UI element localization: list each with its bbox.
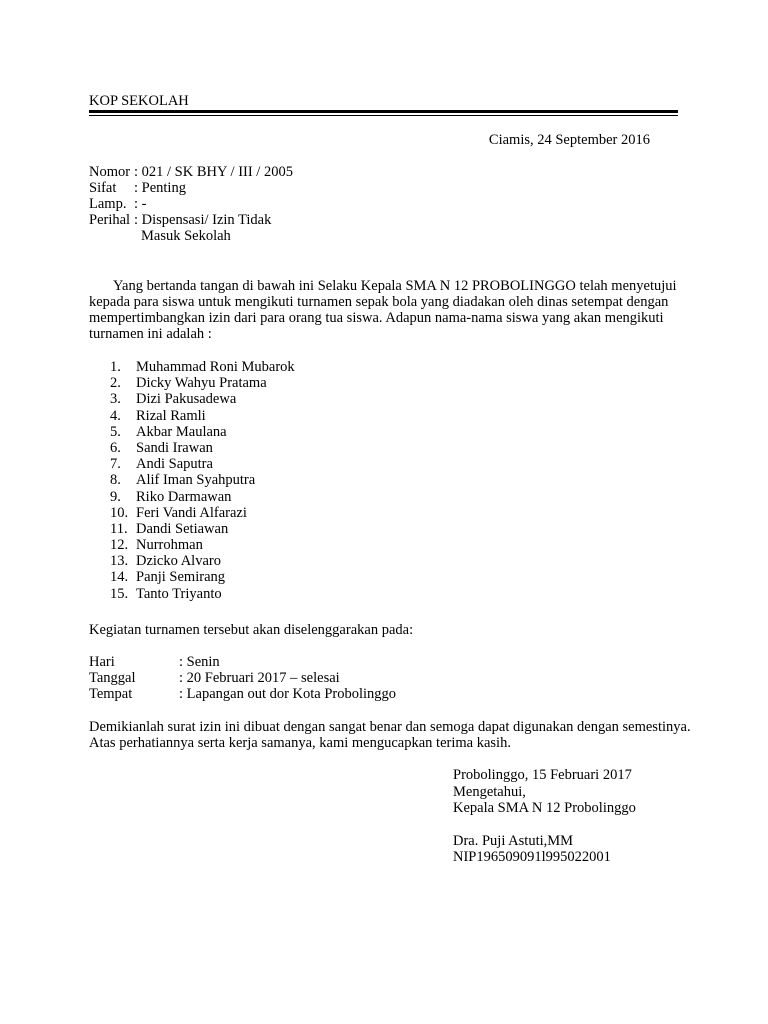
student-name: Dandi Setiawan (136, 520, 229, 537)
student-name: Feri Vandi Alfarazi (136, 504, 247, 521)
signature-spacer (453, 817, 636, 833)
body-paragraph (89, 278, 677, 342)
list-number: 6. (110, 439, 121, 456)
list-item (110, 521, 295, 537)
student-name: Muhammad Roni Mubarok (136, 359, 295, 375)
event-intro: Kegiatan turnamen tersebut akan diselenggarakan pada: (89, 622, 414, 638)
student-name: Tanto Triyanto (136, 585, 222, 602)
meta-key: Nomor (89, 164, 131, 180)
student-name: Rizal Ramli (136, 407, 206, 424)
letter-date: Ciamis, 24 September 2016 (488, 132, 650, 148)
list-item (110, 391, 295, 407)
meta-row (89, 180, 293, 196)
student-name: Dzicko Alvaro (136, 553, 221, 570)
list-number: 3. (110, 391, 121, 408)
meta-row (89, 212, 293, 228)
list-item (110, 505, 295, 521)
list-number: 15. (110, 585, 129, 602)
list-item (110, 569, 295, 585)
event-detail-value: : 20 Februari 2017 – selesai (179, 670, 340, 686)
meta-value: : - (134, 196, 147, 212)
meta-value: : Dispensasi/ Izin Tidak (134, 212, 272, 228)
list-number: 12. (110, 537, 129, 554)
signature-place-date: Probolinggo, 15 Februari 2017 (453, 767, 632, 783)
closing-line: Demikianlah surat izin ini dibuat dengan sangat benar dan semoga dapat digunakan dengan semestinya. (89, 719, 691, 735)
event-detail-value: : Senin (179, 654, 220, 670)
student-name: Nurrohman (136, 537, 203, 554)
student-name: Akbar Maulana (136, 423, 227, 440)
body-line: mempertimbangkan izin dari para orang tua siswa. Adapun nama-nama siswa yang akan mengikuti (89, 310, 664, 326)
list-number: 9. (110, 488, 121, 505)
event-detail-key: Tanggal (89, 670, 136, 686)
event-detail-key: Tempat (89, 686, 133, 702)
list-item (110, 553, 295, 569)
list-item (110, 472, 295, 488)
student-name: Sandi Irawan (136, 439, 213, 456)
list-item (110, 440, 295, 456)
list-number: 4. (110, 407, 121, 424)
signature-position: Kepala SMA N 12 Probolinggo (453, 800, 636, 816)
signatory-nip: NIP196509091l995022001 (453, 849, 611, 865)
meta-row (89, 196, 293, 212)
body-line: turnamen ini adalah : (89, 326, 212, 342)
list-number: 5. (110, 423, 121, 440)
event-detail-value: : Lapangan out dor Kota Probolinggo (179, 686, 397, 702)
list-number: 11. (110, 520, 128, 537)
letterhead-rule-thin (89, 115, 678, 116)
signatory-name: Dra. Puji Astuti,MM (453, 832, 574, 849)
body-line: Yang bertanda tangan di bawah ini Selaku Kepala SMA N 12 PROBOLINGGO telah menyetujui (113, 278, 677, 294)
letterhead-rule-thick (89, 110, 678, 113)
meta-key: Sifat (89, 180, 117, 196)
list-item (110, 489, 295, 505)
closing-line: Atas perhatiannya serta kerja samanya, kami mengucapkan terima kasih. (89, 735, 511, 751)
meta-value: : Penting (134, 180, 186, 196)
list-number: 7. (110, 456, 121, 473)
student-name: Dicky Wahyu Pratama (136, 375, 267, 392)
event-detail-row (89, 670, 396, 686)
closing-paragraph (89, 719, 691, 751)
letter-meta (89, 164, 293, 244)
letterhead-title: KOP SEKOLAH (89, 93, 189, 109)
meta-key: Lamp. (89, 196, 127, 212)
event-detail-key: Hari (89, 654, 115, 670)
meta-key: Perihal (89, 212, 131, 228)
student-name: Dizi Pakusadewa (136, 391, 237, 408)
student-list (110, 359, 295, 602)
list-item (110, 424, 295, 440)
event-detail-row (89, 686, 396, 702)
list-number: 13. (110, 553, 129, 570)
list-number: 1. (110, 359, 121, 375)
student-name: Riko Darmawan (136, 488, 232, 505)
list-item (110, 359, 295, 375)
list-item (110, 456, 295, 472)
meta-value: : 021 / SK BHY / III / 2005 (134, 164, 293, 180)
signature-block (453, 767, 636, 866)
body-line: kepada para siswa untuk mengikuti turnamen sepak bola yang diadakan oleh dinas setempat dengan (89, 294, 669, 310)
student-name: Panji Semirang (136, 569, 226, 586)
list-item (110, 375, 295, 391)
list-number: 8. (110, 472, 121, 489)
list-item (110, 586, 295, 602)
list-number: 2. (110, 375, 121, 392)
event-details (89, 654, 396, 702)
list-number: 10. (110, 504, 129, 521)
list-item (110, 408, 295, 424)
signature-acknowledged: Mengetahui, (453, 783, 526, 800)
student-name: Alif Iman Syahputra (136, 472, 256, 489)
event-detail-row (89, 654, 396, 670)
list-item (110, 537, 295, 553)
meta-row (89, 164, 293, 180)
list-number: 14. (110, 569, 129, 586)
meta-continuation: Masuk Sekolah (141, 228, 231, 244)
student-name: Andi Saputra (136, 456, 213, 473)
